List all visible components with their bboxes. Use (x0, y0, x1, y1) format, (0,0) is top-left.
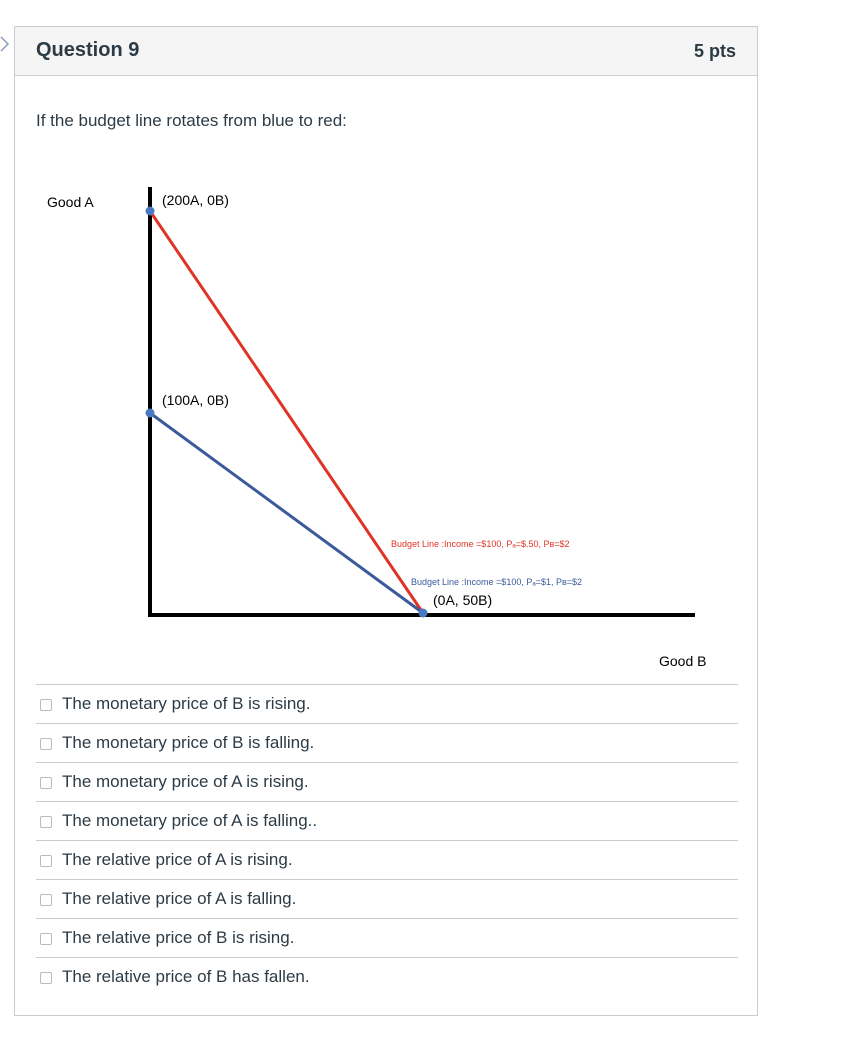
question-title: Question 9 (36, 39, 140, 61)
answer-label: The monetary price of A is falling.. (62, 811, 318, 830)
question-card (14, 26, 758, 1016)
y-axis-label: Good A (47, 194, 94, 210)
question-header (15, 27, 757, 76)
answer-option[interactable] (36, 957, 738, 996)
point-50b (419, 609, 428, 618)
answer-label: The relative price of A is falling. (62, 889, 297, 908)
expand-chevron-icon[interactable] (0, 36, 10, 52)
answer-label: The monetary price of A is rising. (62, 772, 309, 791)
point-x-label: (0A, 50B) (433, 592, 493, 608)
answer-checkbox[interactable] (40, 738, 52, 750)
answer-label: The relative price of B has fallen. (62, 967, 310, 986)
point-100a (146, 409, 155, 418)
question-prompt: If the budget line rotates from blue to red: (36, 111, 347, 130)
red-budget-line (150, 211, 423, 613)
question-points: 5 pts (693, 41, 736, 61)
answer-option[interactable] (36, 762, 738, 801)
answer-option[interactable] (36, 801, 738, 840)
answer-checkbox[interactable] (40, 777, 52, 789)
answer-option[interactable] (36, 684, 738, 723)
x-axis-label: Good B (659, 653, 707, 669)
budget-line-graph (15, 177, 757, 677)
answer-checkbox[interactable] (40, 855, 52, 867)
point-top-label: (200A, 0B) (162, 192, 229, 208)
answer-option[interactable] (36, 723, 738, 762)
answer-label: The monetary price of B is rising. (62, 694, 311, 713)
red-line-label: Budget Line :Income =$100, Pₐ=$.50, Pʙ=$2 (391, 539, 570, 549)
answer-checkbox[interactable] (40, 816, 52, 828)
answer-label: The relative price of A is rising. (62, 850, 293, 869)
answer-option[interactable] (36, 879, 738, 918)
answer-checkbox[interactable] (40, 972, 52, 984)
answer-checkbox[interactable] (40, 894, 52, 906)
answer-list (36, 684, 738, 996)
answer-checkbox[interactable] (40, 933, 52, 945)
blue-budget-line (150, 413, 423, 613)
blue-line-label: Budget Line :Income =$100, Pₐ=$1, Pʙ=$2 (411, 577, 583, 587)
point-mid-label: (100A, 0B) (162, 392, 229, 408)
point-200a (146, 207, 155, 216)
answer-label: The monetary price of B is falling. (62, 733, 315, 752)
answer-option[interactable] (36, 918, 738, 957)
answer-label: The relative price of B is rising. (62, 928, 295, 947)
answer-checkbox[interactable] (40, 699, 52, 711)
answer-option[interactable] (36, 840, 738, 879)
